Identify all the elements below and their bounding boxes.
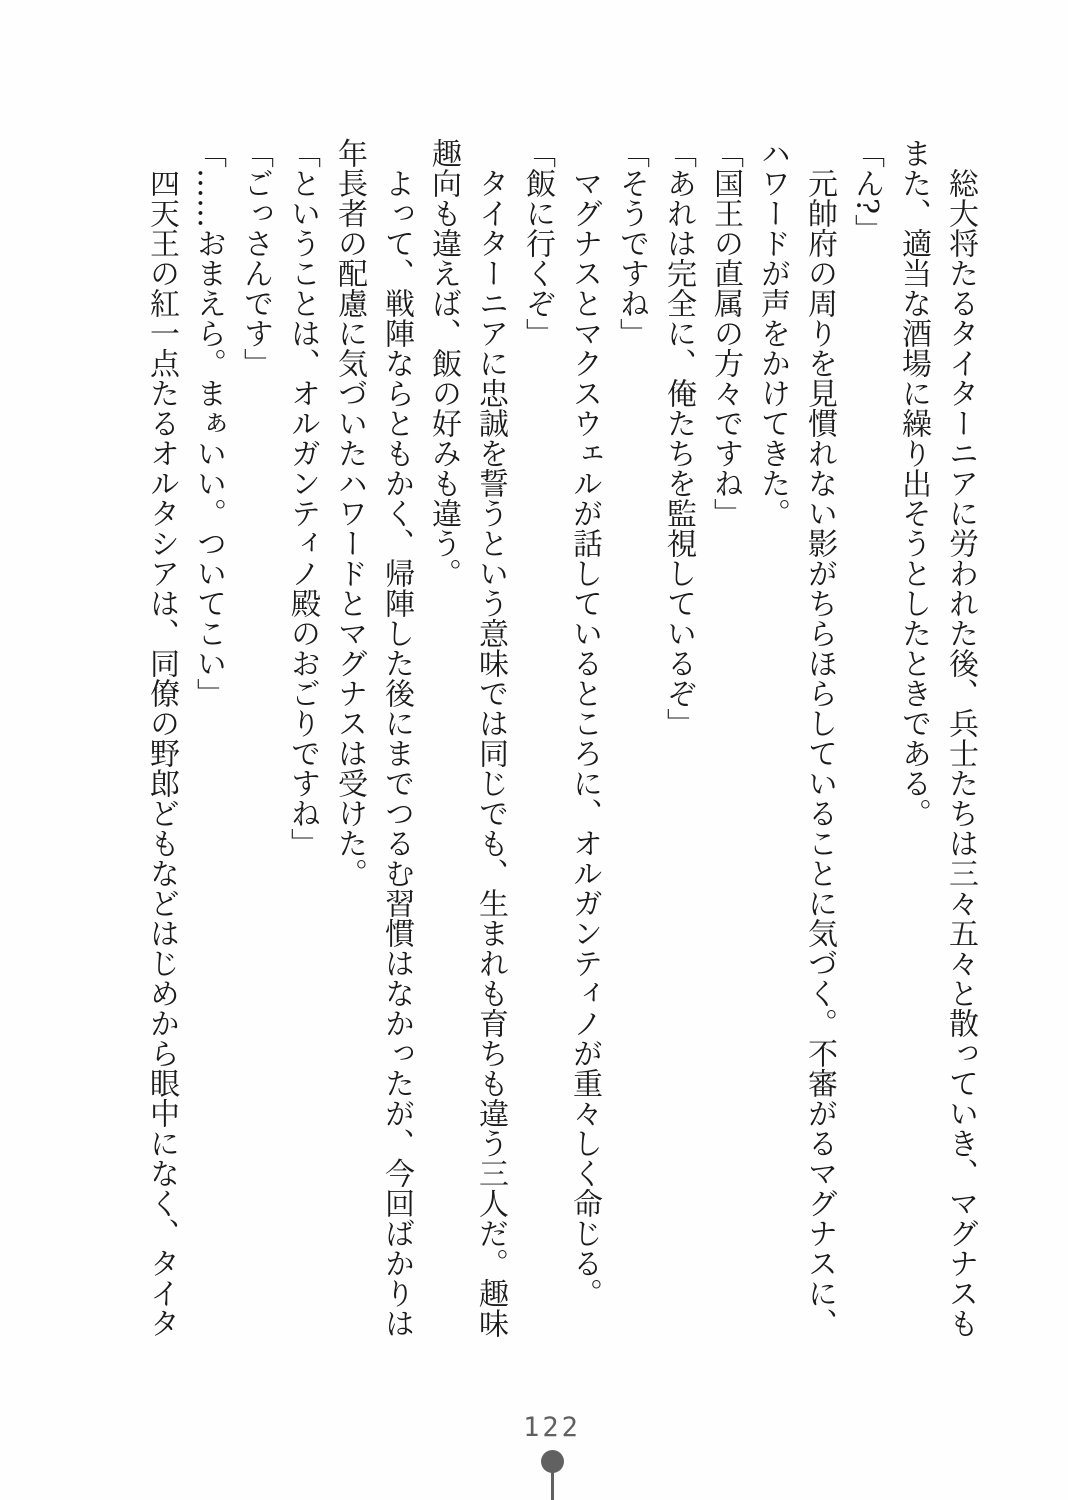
text-line: 「ごっさんです」 xyxy=(238,138,273,378)
text-line: 総大将たるタイターニアに労われた後、兵士たちは三々五々と散っていき、マグナスも xyxy=(943,138,978,1338)
text-line: 「……おまえら。まぁいい。ついてこい」 xyxy=(191,138,226,708)
text-line: 「ん?」 xyxy=(849,138,884,245)
text-line: 「あれは完全に、俺たちを監視しているぞ」 xyxy=(661,138,696,738)
footer-line-ornament xyxy=(551,1461,554,1500)
text-line: 四天王の紅一点たるオルタシアは、同僚の野郎どもなどはじめから眼中になく、タイタ xyxy=(144,138,179,1338)
text-line: 元帥府の周りを見慣れない影がちらほらしていることに気づく。不審がるマグナスに、 xyxy=(802,138,837,1338)
text-line: 「国王の直属の方々ですね」 xyxy=(708,138,743,528)
text-line: マグナスとマクスウェルが話しているところに、オルガンティノが重々しく命じる。 xyxy=(567,138,602,1308)
text-line: 年長者の配慮に気づいたハワードとマグナスは受けた。 xyxy=(332,138,367,888)
text-line: 「そうですね」 xyxy=(614,138,649,348)
footer-dot-ornament xyxy=(541,1450,564,1473)
text-line: 「ということは、オルガンティノ殿のおごりですね」 xyxy=(285,138,320,858)
text-line: タイターニアに忠誠を誓うという意味では同じでも、生まれも育ちも違う三人だ。趣味 xyxy=(473,138,508,1338)
page-number: 122 xyxy=(523,1412,581,1443)
text-line: また、適当な酒場に繰り出そうとしたときである。 xyxy=(896,138,931,828)
text-line: ハワードが声をかけてきた。 xyxy=(755,138,790,528)
text-line: 趣向も違えば、飯の好みも違う。 xyxy=(426,138,461,588)
text-line: 「飯に行くぞ」 xyxy=(520,138,555,348)
text-line: よって、戦陣ならともかく、帰陣した後にまでつるむ習慣はなかったが、今回ばかりは xyxy=(379,138,414,1338)
vertical-text-block xyxy=(132,138,984,1378)
